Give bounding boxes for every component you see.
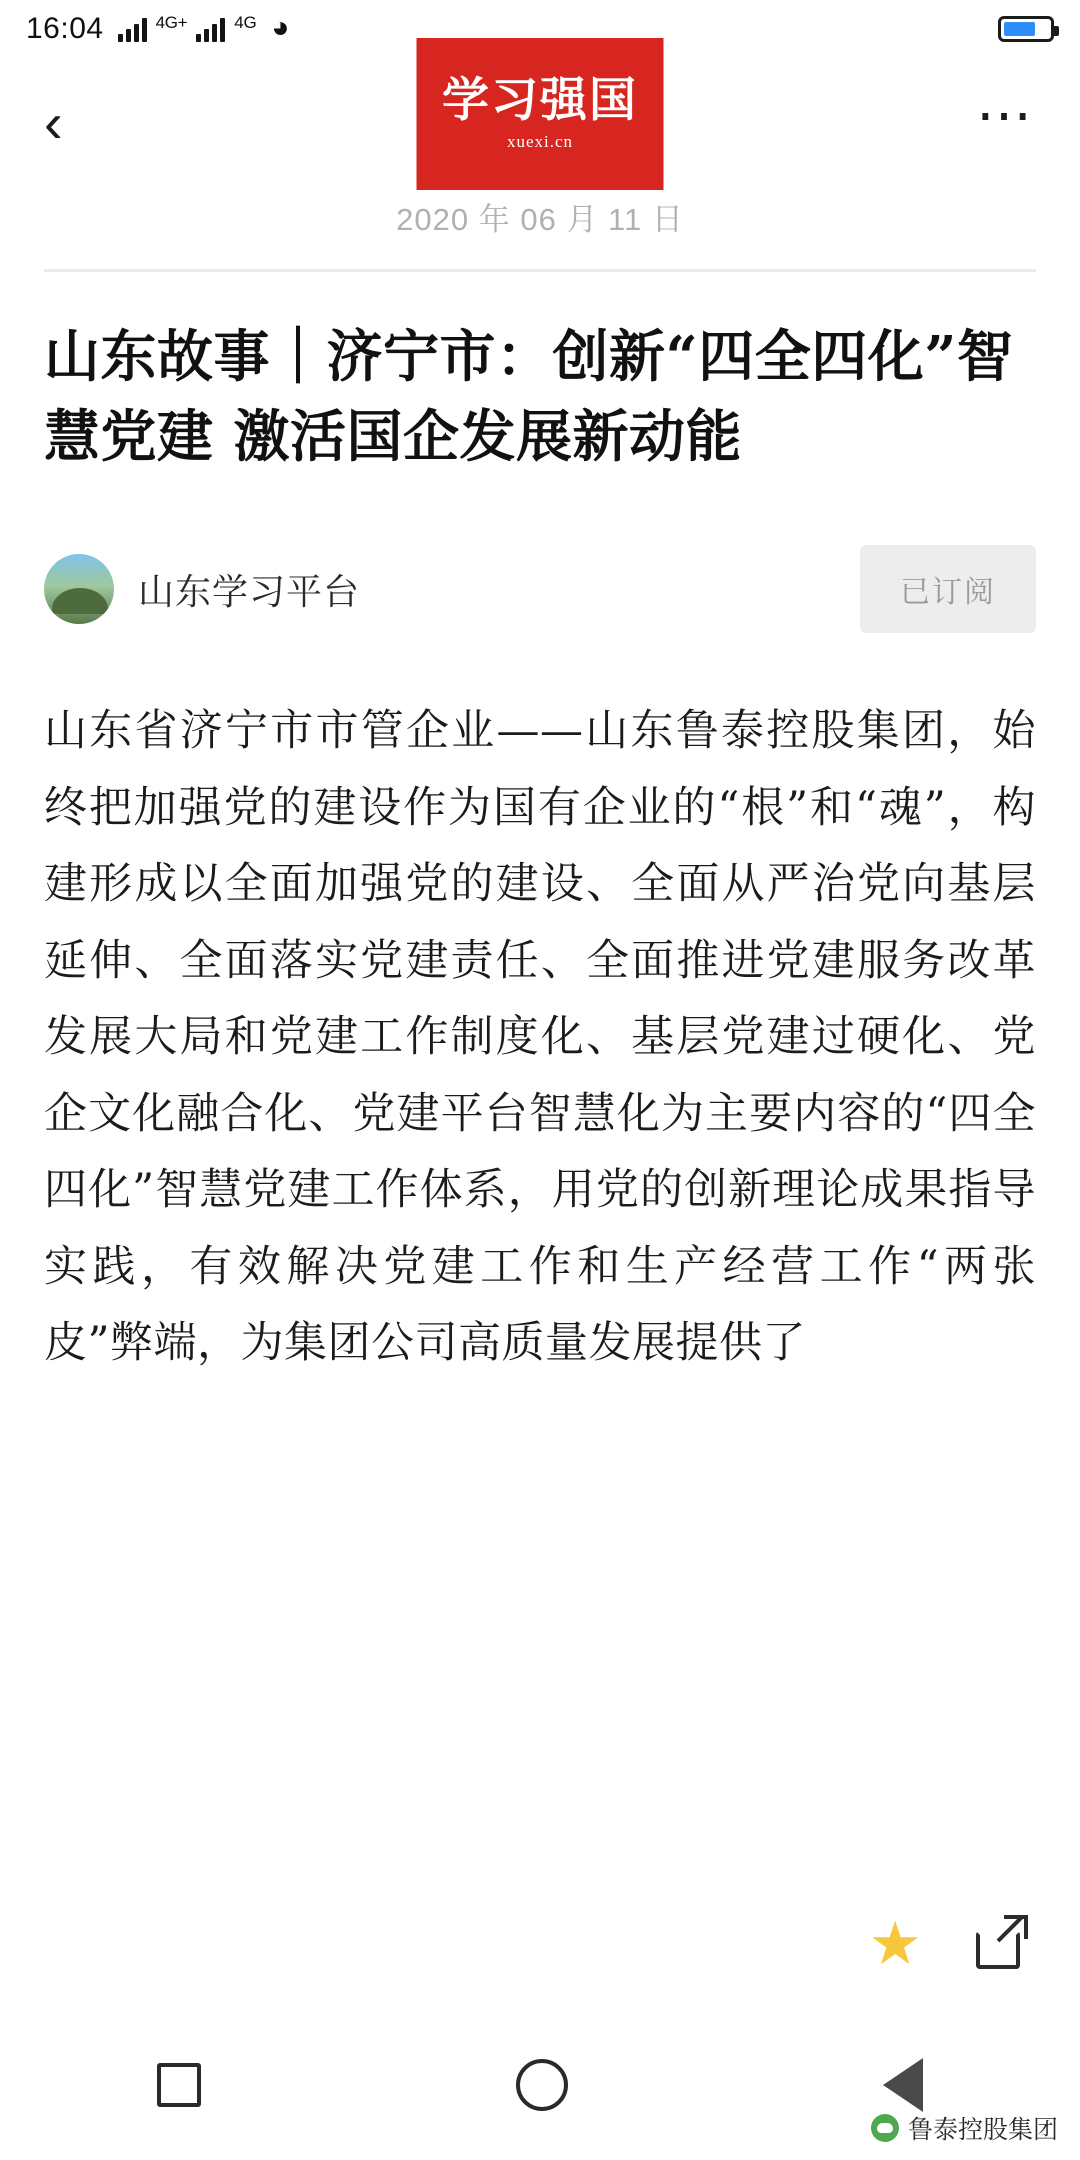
floating-action-bar <box>0 1890 1080 2010</box>
article-title: 山东故事｜济宁市：创新“四全四化”智慧党建 激活国企发展新动能 <box>44 324 1014 470</box>
source-name[interactable]: 山东学习平台 <box>138 570 361 612</box>
home-circle-icon[interactable] <box>516 2059 568 2111</box>
network-type-secondary: 4G <box>234 12 257 32</box>
article-date: 2020 年 06 月 11 日 <box>396 202 684 237</box>
watermark-label: 鲁泰控股集团 <box>907 2116 1058 2144</box>
xuexi-logo <box>417 38 664 190</box>
wechat-account-icon <box>871 2114 899 2142</box>
header-divider <box>44 269 1036 272</box>
watermark <box>871 2110 1058 2146</box>
article-paragraph: 山东省济宁市市管企业——山东鲁泰控股集团，始终把加强党的建设作为国有企业的“根”和“魂”，构建形成以全面加强党的建设、全面从严治党向基层延伸、全面落实党建责任、全面推进党建服务改革发展大局和党建工作制度化、基层党建过硬化、党企文化融合化、党建平台智慧化为主要内容的“四全四化”智慧党建工作体系，用党的创新理论成果指导实践，有效解决党建工作和生产经营工作“两张皮”弊端，为集团公司高质量发展提供了 <box>44 706 1036 1369</box>
battery-icon <box>998 16 1054 42</box>
article-body-container <box>0 318 1080 2010</box>
wifi-icon: ◕ <box>271 11 290 44</box>
share-external-icon[interactable] <box>976 1919 1026 1969</box>
status-signal-group <box>118 11 290 44</box>
more-options-icon[interactable]: ⋯ <box>976 82 1036 146</box>
network-type-primary: 4G+ <box>155 12 188 32</box>
status-time: 16:04 <box>26 12 104 45</box>
app-header <box>0 58 1080 188</box>
logo-sub-text: xuexi.cn <box>506 131 574 151</box>
star-favorite-icon[interactable]: ★ <box>868 1910 922 1977</box>
recents-square-icon[interactable] <box>157 2063 201 2107</box>
article-byline <box>44 545 1036 633</box>
signal-bars-icon <box>118 16 147 42</box>
system-nav-bar <box>0 2010 1080 2160</box>
subscribe-button[interactable]: 已订阅 <box>860 545 1036 633</box>
avatar <box>44 554 114 624</box>
signal-bars-secondary-icon <box>196 16 225 42</box>
back-chevron-icon[interactable]: ‹ <box>44 91 63 154</box>
logo-main-text: 学习强国 <box>442 73 638 129</box>
back-triangle-icon[interactable] <box>883 2058 923 2112</box>
